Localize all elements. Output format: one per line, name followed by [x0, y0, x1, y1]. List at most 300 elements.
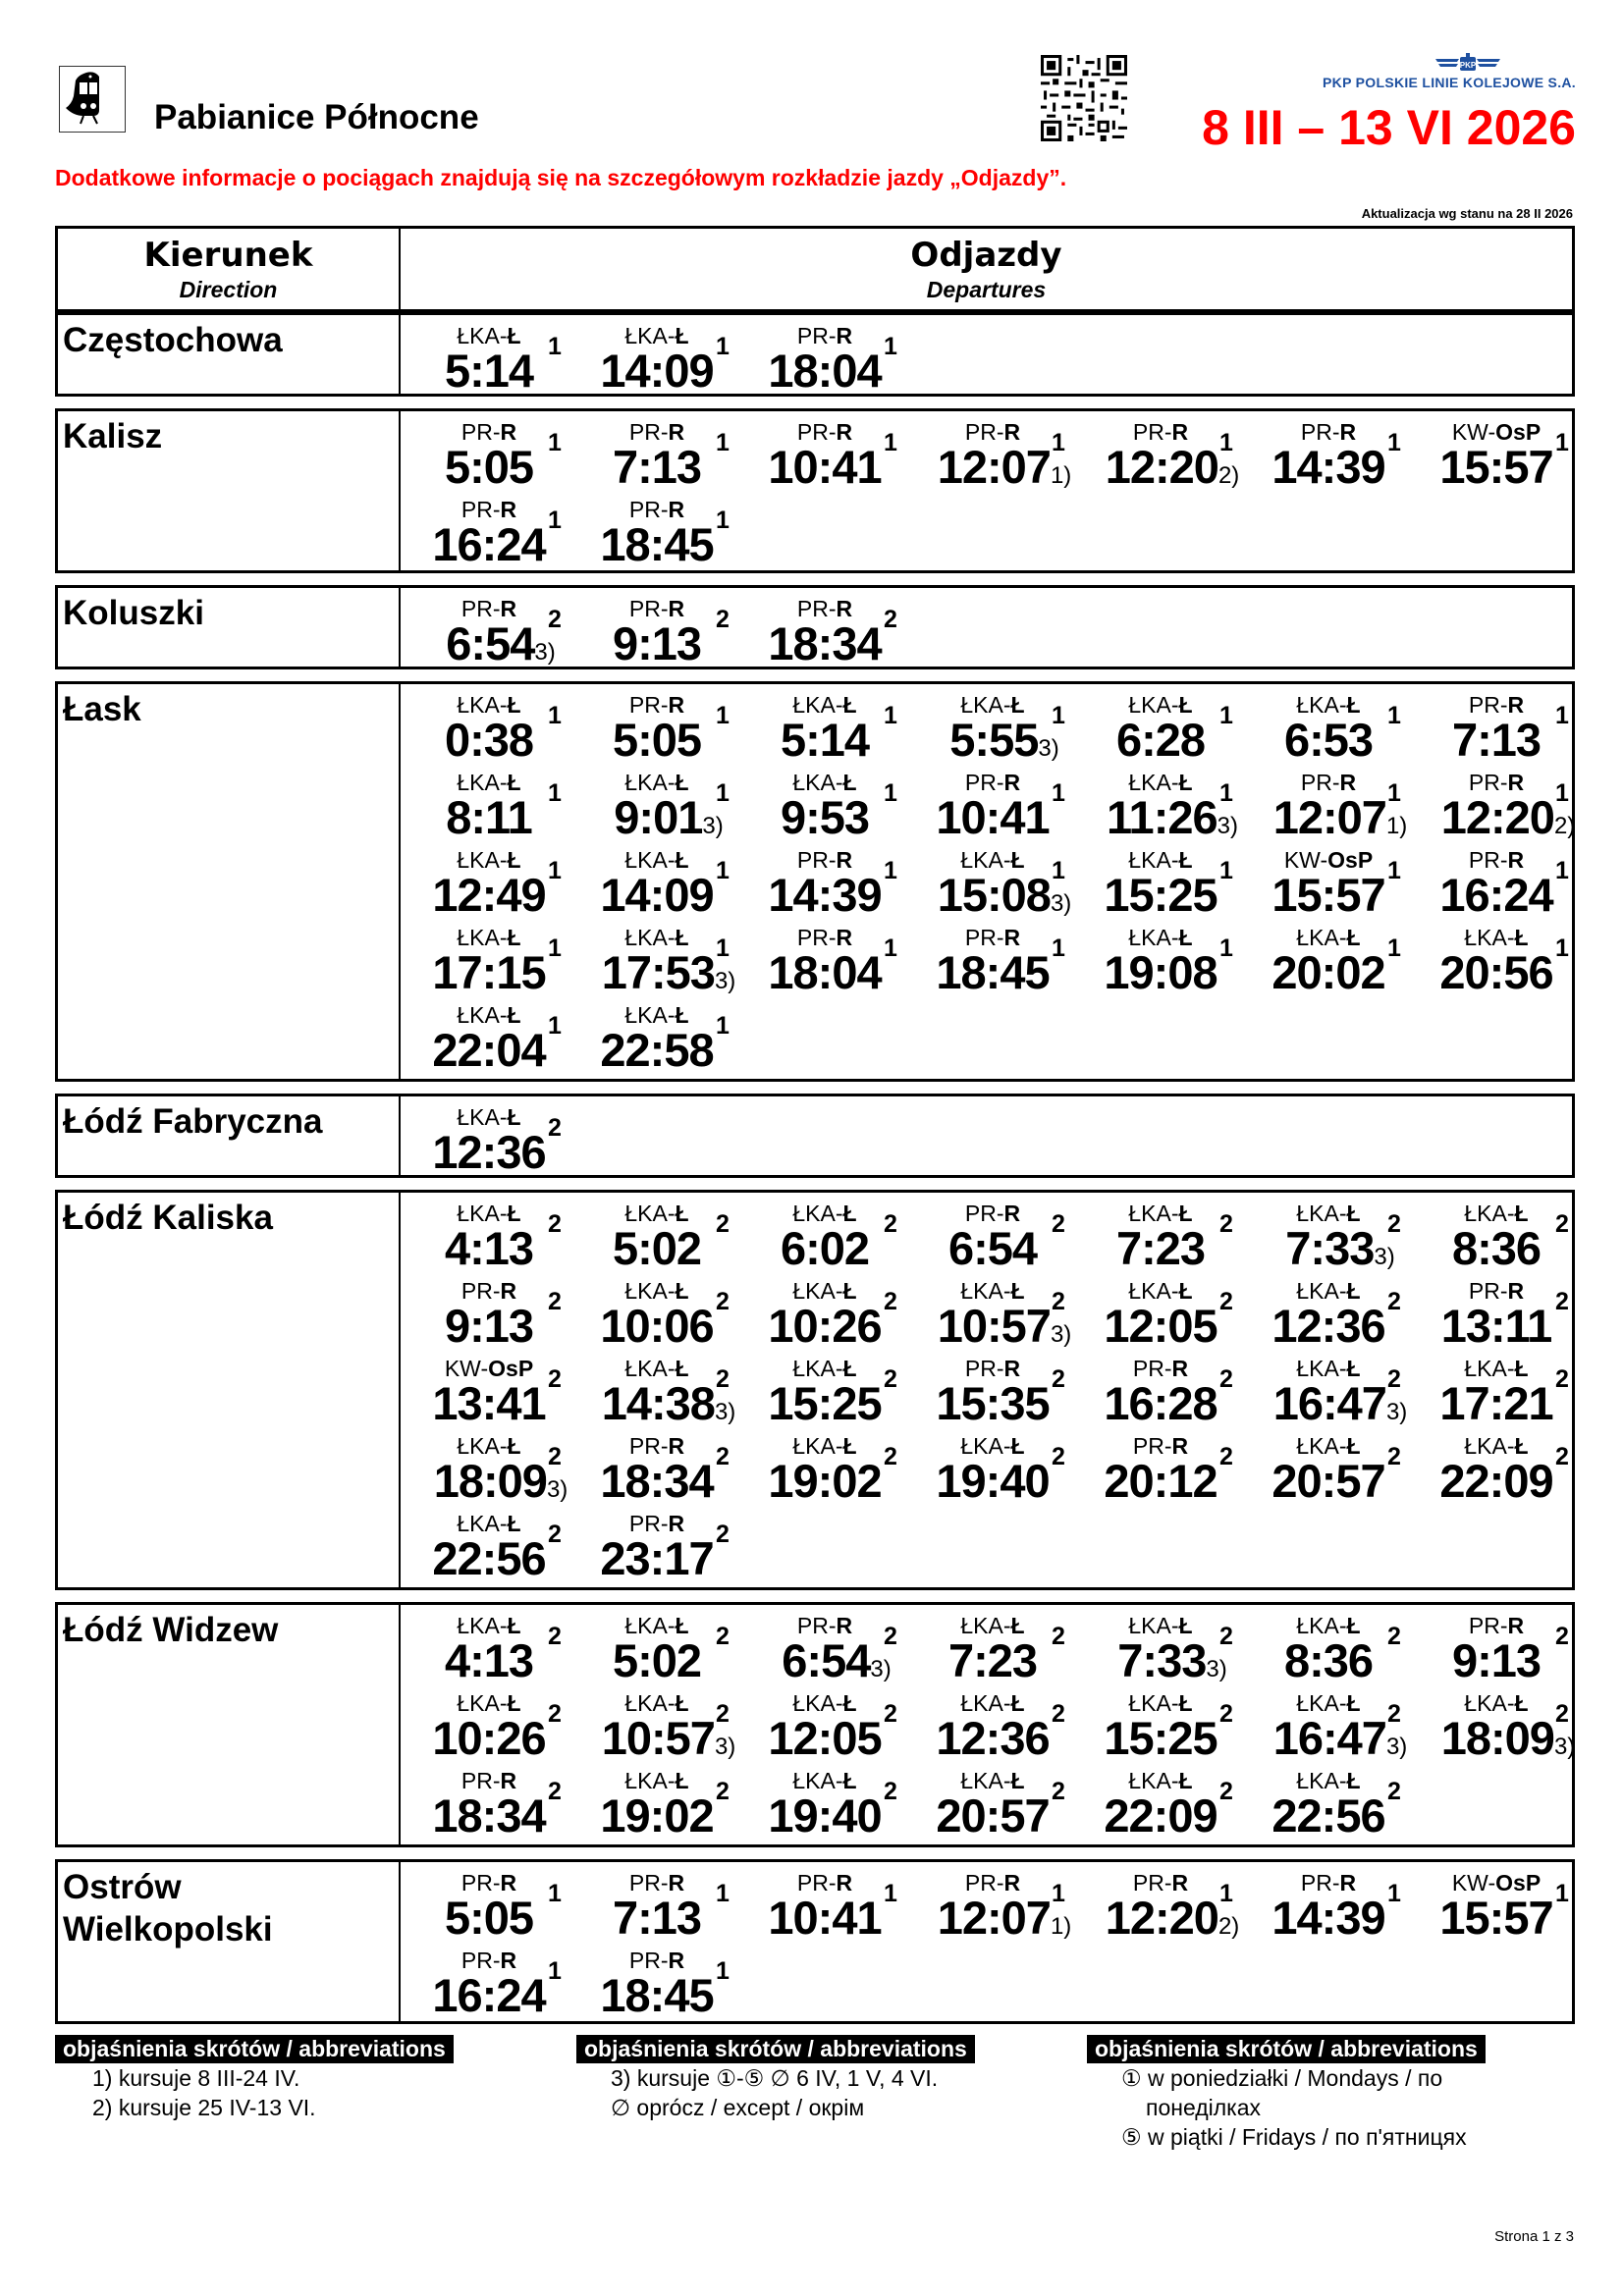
- departure-entry[interactable]: [750, 321, 918, 398]
- separator: -: [1163, 1433, 1172, 1459]
- departure-entry[interactable]: [750, 1199, 918, 1275]
- departure-entry[interactable]: [582, 1766, 750, 1842]
- platform-number: 1: [1387, 857, 1401, 884]
- departure-entry[interactable]: [750, 1868, 918, 1945]
- departure-entry[interactable]: [1254, 845, 1422, 922]
- departure-time: 18:34: [600, 1455, 714, 1507]
- departure-entry[interactable]: [918, 417, 1086, 494]
- legend-title: objaśnienia skrótów / abbreviations: [576, 2035, 975, 2063]
- footnote-mark: 1): [1050, 462, 1072, 489]
- departure-time: 16:24: [432, 1969, 546, 2021]
- separator: -: [828, 925, 837, 950]
- departure-entry[interactable]: [414, 1868, 582, 1945]
- departure-entry[interactable]: [1086, 1354, 1254, 1430]
- carrier-code: ŁKA: [1296, 692, 1339, 718]
- departures-subtitle: Departures: [926, 277, 1047, 302]
- legend-box-3: [1087, 2035, 1578, 2152]
- carrier-code: PR: [460, 596, 493, 621]
- departure-entry[interactable]: [414, 417, 582, 494]
- carrier-code: ŁKA: [624, 323, 668, 348]
- footnote-mark: 3): [1038, 735, 1059, 762]
- departure-entry[interactable]: [918, 1868, 1086, 1945]
- departure-entry[interactable]: [1254, 1199, 1422, 1275]
- departure-entry[interactable]: [1086, 845, 1254, 922]
- separator: -: [835, 692, 843, 718]
- service-type: R: [836, 323, 853, 348]
- departure-entry[interactable]: [1422, 1611, 1590, 1687]
- departure-entry[interactable]: [582, 1611, 750, 1687]
- footnote-mark: 3): [1553, 1734, 1576, 1760]
- departure-time: 7:23: [947, 1634, 1038, 1686]
- departure-entry[interactable]: [750, 768, 918, 844]
- platform-number: 1: [548, 333, 562, 360]
- platform-number: 1: [1052, 702, 1065, 729]
- separator: -: [499, 1002, 508, 1028]
- departure-entry[interactable]: [414, 690, 582, 767]
- departure-entry[interactable]: [414, 1688, 582, 1765]
- departure-entry[interactable]: [1086, 1868, 1254, 1945]
- departure-time: 17:53: [601, 946, 715, 998]
- separator: -: [1338, 1613, 1347, 1638]
- departure-entry[interactable]: [1422, 1354, 1590, 1430]
- departure-entry[interactable]: [750, 845, 918, 922]
- departure-entry[interactable]: [1254, 1868, 1422, 1945]
- service-type: R: [1171, 1870, 1189, 1896]
- departure-time: 7:13: [1451, 714, 1542, 766]
- departure-time: 12:36: [1271, 1300, 1385, 1352]
- departure-time: 19:02: [600, 1789, 714, 1842]
- service-type: Ł: [507, 323, 521, 348]
- departure-time: 12:05: [768, 1712, 882, 1764]
- departure-entry[interactable]: [750, 1688, 918, 1765]
- service-type: R: [1003, 1201, 1021, 1226]
- departure-entry[interactable]: [1254, 1611, 1422, 1687]
- direction-row: [55, 585, 1575, 669]
- departure-entry[interactable]: [918, 768, 1086, 844]
- departure-entry[interactable]: [1086, 1431, 1254, 1508]
- departure-entry[interactable]: [750, 417, 918, 494]
- departure-time: 12:07: [937, 441, 1051, 493]
- departure-entry[interactable]: [918, 1199, 1086, 1275]
- departure-time-wrap: [750, 793, 899, 842]
- departure-time: 14:39: [1271, 441, 1385, 493]
- platform-number: 2: [716, 606, 730, 633]
- departure-entry[interactable]: [582, 845, 750, 922]
- carrier-code: ŁKA: [624, 1278, 668, 1304]
- service-type: R: [668, 1948, 685, 1973]
- platform-number: 1: [1387, 702, 1401, 729]
- departure-entry[interactable]: [414, 845, 582, 922]
- platform-number: 1: [1052, 1880, 1065, 1907]
- platform-number: 2: [716, 1288, 730, 1315]
- separator: -: [835, 1690, 843, 1716]
- departure-time: 5:55: [949, 714, 1039, 766]
- platform-number: 1: [884, 333, 897, 360]
- departure-entry[interactable]: [414, 1199, 582, 1275]
- departure-time: 5:02: [612, 1222, 702, 1274]
- separator: -: [499, 847, 508, 873]
- service-type: OsP: [1327, 847, 1374, 873]
- departure-entry[interactable]: [918, 1688, 1086, 1765]
- service-type: Ł: [675, 323, 689, 348]
- departure-time-wrap: [1266, 1714, 1415, 1772]
- carrier-code: PR: [1300, 1870, 1332, 1896]
- service-type: R: [500, 1768, 517, 1793]
- departure-entry[interactable]: [582, 1000, 750, 1077]
- departure-entry[interactable]: [918, 845, 1086, 922]
- departure-entry[interactable]: [1422, 923, 1590, 999]
- departure-time: 16:47: [1272, 1377, 1386, 1429]
- footnote-mark: 3): [1050, 890, 1072, 917]
- departure-entry[interactable]: [1422, 1688, 1590, 1765]
- departure-time-wrap: [1434, 1714, 1583, 1772]
- departure-entry[interactable]: [750, 1766, 918, 1842]
- departure-time: 16:47: [1272, 1712, 1386, 1764]
- departure-time: 15:57: [1439, 441, 1553, 493]
- departure-time: 9:13: [612, 617, 702, 669]
- departure-time: 19:40: [936, 1455, 1050, 1507]
- platform-number: 1: [884, 857, 897, 884]
- departure-entry[interactable]: [414, 923, 582, 999]
- departure-time-wrap: [750, 619, 899, 668]
- departure-entry[interactable]: [918, 1354, 1086, 1430]
- departure-entry[interactable]: [1086, 690, 1254, 767]
- departure-entry[interactable]: [414, 768, 582, 844]
- departure-entry[interactable]: [918, 923, 1086, 999]
- departure-time-wrap: [414, 716, 564, 765]
- departure-entry[interactable]: [1254, 768, 1422, 844]
- departures-list: [401, 315, 1572, 397]
- departure-entry[interactable]: [414, 1946, 582, 2022]
- departure-time: 12:20: [1105, 441, 1218, 493]
- departure-time: 14:39: [768, 869, 882, 921]
- departure-entry[interactable]: [582, 768, 750, 844]
- carrier-code: ŁKA: [457, 1002, 500, 1028]
- departure-time-wrap: [414, 948, 564, 997]
- departure-time: 12:36: [936, 1712, 1050, 1764]
- departure-entry[interactable]: [414, 1509, 582, 1585]
- departure-entry[interactable]: [582, 594, 750, 670]
- carrier-code: ŁKA: [1296, 1278, 1339, 1304]
- platform-number: 2: [1219, 1778, 1233, 1805]
- departure-entry[interactable]: [582, 1354, 750, 1430]
- separator: -: [1170, 1768, 1179, 1793]
- departure-entry[interactable]: [1422, 1868, 1590, 1945]
- service-type: R: [1339, 419, 1357, 445]
- platform-number: 2: [884, 1623, 897, 1650]
- departure-time-wrap: [1254, 1302, 1403, 1351]
- separator: -: [1163, 1870, 1172, 1896]
- carrier-code: ŁKA: [792, 1690, 836, 1716]
- departure-time: 7:33: [1285, 1222, 1375, 1274]
- departure-entry[interactable]: [1254, 690, 1422, 767]
- departure-entry[interactable]: [582, 690, 750, 767]
- footnote-mark: 1): [1050, 1913, 1072, 1940]
- departure-time-wrap: [918, 1457, 1067, 1506]
- platform-number: 1: [1219, 779, 1233, 807]
- platform-number: 1: [548, 1012, 562, 1040]
- separator: -: [667, 770, 676, 795]
- platform-number: 1: [1219, 857, 1233, 884]
- departure-entry[interactable]: [750, 1354, 918, 1430]
- separator: -: [1002, 1768, 1011, 1793]
- departure-entry[interactable]: [414, 321, 582, 398]
- departure-time-wrap: [594, 793, 743, 851]
- departure-entry[interactable]: [1086, 768, 1254, 844]
- carrier-code: PR: [964, 925, 997, 950]
- departure-time-wrap: [582, 871, 731, 920]
- departure-time-wrap: [1098, 1636, 1247, 1694]
- train-icon: [59, 66, 126, 133]
- departure-entry[interactable]: [582, 1688, 750, 1765]
- departure-entry[interactable]: [582, 1199, 750, 1275]
- service-type: Ł: [842, 1356, 857, 1381]
- departure-time: 5:02: [612, 1634, 702, 1686]
- service-type: Ł: [1178, 692, 1193, 718]
- carrier-code: ŁKA: [624, 1002, 668, 1028]
- departure-time: 18:09: [1440, 1712, 1554, 1764]
- departure-entry[interactable]: [414, 1611, 582, 1687]
- carrier-code: PR: [1468, 847, 1500, 873]
- carrier-code: ŁKA: [624, 770, 668, 795]
- departure-entry[interactable]: [1422, 690, 1590, 767]
- departure-time-wrap: [414, 1714, 564, 1763]
- departure-entry[interactable]: [750, 1276, 918, 1353]
- platform-number: 2: [548, 1700, 562, 1728]
- service-type: R: [1339, 770, 1357, 795]
- direction-row: [55, 312, 1575, 397]
- separator: -: [1170, 1613, 1179, 1638]
- departure-time: 5:05: [612, 714, 702, 766]
- page-number: Strona 1 z 3: [1494, 2228, 1574, 2245]
- departure-entry[interactable]: [1254, 1354, 1422, 1430]
- direction-row: [55, 1190, 1575, 1590]
- departure-entry[interactable]: [918, 1276, 1086, 1353]
- departure-entry[interactable]: [1422, 1431, 1590, 1508]
- departure-entry[interactable]: [414, 1431, 582, 1508]
- platform-number: 1: [1555, 1880, 1569, 1907]
- footnote-mark: 3): [1374, 1244, 1395, 1270]
- service-type: R: [1003, 1356, 1021, 1381]
- departure-entry[interactable]: [1422, 1276, 1590, 1353]
- footnote-mark: 3): [870, 1656, 892, 1682]
- departure-entry[interactable]: [1254, 1276, 1422, 1353]
- departure-entry[interactable]: [1422, 1199, 1590, 1275]
- operator-name: PKP POLSKIE LINIE KOLEJOWE S.A.: [1323, 75, 1576, 90]
- departure-entry[interactable]: [414, 495, 582, 571]
- departure-time: 16:24: [1439, 869, 1553, 921]
- departure-entry[interactable]: [414, 594, 582, 670]
- departure-time-wrap: [1098, 443, 1247, 501]
- departure-time-wrap: [1266, 1379, 1415, 1437]
- departure-time-wrap: [414, 1636, 564, 1685]
- footnote-mark: 3): [714, 968, 736, 994]
- departure-entry[interactable]: [1086, 1611, 1254, 1687]
- separator: -: [492, 419, 501, 445]
- departure-entry[interactable]: [750, 923, 918, 999]
- service-type: R: [668, 692, 685, 718]
- platform-number: 2: [884, 1288, 897, 1315]
- departure-entry[interactable]: [750, 594, 918, 670]
- departure-time: 12:20: [1440, 791, 1554, 843]
- departure-entry[interactable]: [918, 1611, 1086, 1687]
- departure-entry[interactable]: [1422, 845, 1590, 922]
- platform-number: 1: [1219, 429, 1233, 456]
- carrier-code: PR: [964, 419, 997, 445]
- departure-entry[interactable]: [918, 1766, 1086, 1842]
- departure-time-wrap: [414, 1224, 564, 1273]
- departure-time: 5:14: [780, 714, 870, 766]
- footnote-mark: 2): [1217, 462, 1240, 489]
- departure-time: 6:54: [782, 1634, 871, 1686]
- separator: -: [835, 1768, 843, 1793]
- carrier-code: ŁKA: [792, 692, 836, 718]
- departure-time-wrap: [918, 1714, 1067, 1763]
- separator: -: [996, 925, 1004, 950]
- platform-number: 1: [884, 779, 897, 807]
- service-type: Ł: [1346, 692, 1361, 718]
- departure-time: 17:15: [432, 946, 546, 998]
- departure-time-wrap: [918, 1636, 1067, 1685]
- service-type: Ł: [675, 1356, 689, 1381]
- departure-time-wrap: [594, 948, 743, 1006]
- departure-entry[interactable]: [1254, 1688, 1422, 1765]
- service-type: R: [668, 1870, 685, 1896]
- departures-header: [401, 229, 1572, 309]
- departure-entry[interactable]: [582, 1276, 750, 1353]
- service-type: Ł: [675, 1201, 689, 1226]
- departure-entry[interactable]: [582, 923, 750, 999]
- departure-entry[interactable]: [582, 495, 750, 571]
- platform-number: 2: [1555, 1288, 1569, 1315]
- carrier-code: PR: [1300, 419, 1332, 445]
- departure-time: 20:57: [1271, 1455, 1385, 1507]
- legend-title: objaśnienia skrótów / abbreviations: [55, 2035, 454, 2063]
- separator: -: [996, 1356, 1004, 1381]
- departure-time: 15:35: [936, 1377, 1050, 1429]
- departure-time-wrap: [750, 716, 899, 765]
- station-title: Pabianice Północne: [154, 98, 479, 136]
- separator: -: [1170, 1278, 1179, 1304]
- carrier-code: PR: [1468, 692, 1500, 718]
- carrier-code: PR: [460, 419, 493, 445]
- departure-time: 18:45: [600, 518, 714, 570]
- direction-name: Ostrów Wielkopolski: [58, 1862, 401, 2021]
- platform-number: 1: [1052, 934, 1065, 962]
- separator: -: [996, 1870, 1004, 1896]
- service-type: Ł: [675, 770, 689, 795]
- platform-number: 1: [884, 1880, 897, 1907]
- carrier-code: PR: [460, 1870, 493, 1896]
- departure-entry[interactable]: [414, 1102, 582, 1179]
- departure-time-wrap: [750, 1379, 899, 1428]
- separator: -: [1488, 1870, 1496, 1896]
- departure-entry[interactable]: [582, 1868, 750, 1945]
- departure-entry[interactable]: [1086, 1766, 1254, 1842]
- departure-time: 22:56: [1271, 1789, 1385, 1842]
- departure-entry[interactable]: [1086, 417, 1254, 494]
- carrier-code: ŁKA: [457, 925, 500, 950]
- qr-code-icon[interactable]: [1041, 55, 1127, 141]
- departure-time: 13:41: [432, 1377, 546, 1429]
- departure-entry[interactable]: [414, 1000, 582, 1077]
- service-type: Ł: [842, 1278, 857, 1304]
- platform-number: 1: [1219, 1880, 1233, 1907]
- platform-number: 1: [884, 702, 897, 729]
- departure-entry[interactable]: [414, 1354, 582, 1430]
- service-type: Ł: [1514, 1690, 1529, 1716]
- departure-entry[interactable]: [414, 1766, 582, 1842]
- departure-time-wrap: [1254, 1636, 1403, 1685]
- departure-time: 14:38: [601, 1377, 715, 1429]
- departure-entry[interactable]: [1254, 1766, 1422, 1842]
- platform-number: 2: [1052, 1778, 1065, 1805]
- footnote-mark: 3): [1206, 1656, 1227, 1682]
- departure-time: 5:05: [444, 1892, 534, 1944]
- departure-entry[interactable]: [582, 1431, 750, 1508]
- service-type: Ł: [1346, 925, 1361, 950]
- footnote-mark: 3): [1217, 813, 1238, 839]
- departure-entry[interactable]: [582, 1509, 750, 1585]
- departure-entry[interactable]: [1254, 923, 1422, 999]
- separator: -: [667, 1356, 676, 1381]
- departure-entry[interactable]: [1086, 923, 1254, 999]
- carrier-code: ŁKA: [1128, 1201, 1171, 1226]
- departure-entry[interactable]: [1086, 1688, 1254, 1765]
- departure-entry[interactable]: [582, 321, 750, 398]
- carrier-code: ŁKA: [457, 692, 500, 718]
- departure-entry[interactable]: [918, 690, 1086, 767]
- service-type: R: [836, 1613, 853, 1638]
- departure-time-wrap: [1422, 1636, 1571, 1685]
- departure-entry[interactable]: [1254, 1431, 1422, 1508]
- departure-entry[interactable]: [414, 1276, 582, 1353]
- direction-name: Koluszki: [58, 588, 401, 667]
- carrier-code: ŁKA: [624, 925, 668, 950]
- separator: -: [1170, 1690, 1179, 1716]
- departure-entry[interactable]: [1254, 417, 1422, 494]
- departure-entry[interactable]: [1086, 1276, 1254, 1353]
- platform-number: 2: [548, 1210, 562, 1238]
- departure-entry[interactable]: [750, 690, 918, 767]
- platform-number: 2: [1555, 1365, 1569, 1393]
- separator: -: [1163, 419, 1172, 445]
- platform-number: 2: [884, 1210, 897, 1238]
- departure-entry[interactable]: [1422, 768, 1590, 844]
- separator: -: [499, 692, 508, 718]
- departure-time-wrap: [414, 1302, 564, 1351]
- departure-entry[interactable]: [582, 417, 750, 494]
- departure-entry[interactable]: [750, 1611, 918, 1687]
- departure-entry[interactable]: [582, 1946, 750, 2022]
- departure-time: 11:26: [1107, 791, 1217, 843]
- carrier-code: ŁKA: [1296, 1690, 1339, 1716]
- separator: -: [667, 1690, 676, 1716]
- departure-time-wrap: [414, 1026, 564, 1075]
- departure-entry[interactable]: [1086, 1199, 1254, 1275]
- departure-entry[interactable]: [750, 1431, 918, 1508]
- platform-number: 2: [1555, 1700, 1569, 1728]
- separator: -: [480, 1356, 489, 1381]
- service-type: Ł: [842, 1690, 857, 1716]
- platform-number: 2: [1387, 1443, 1401, 1470]
- separator: -: [1170, 770, 1179, 795]
- departure-time: 15:57: [1439, 1892, 1553, 1944]
- departure-entry[interactable]: [1422, 417, 1590, 494]
- legend-line: 2) kursuje 25 IV-13 VI.: [92, 2095, 316, 2120]
- separator: -: [660, 419, 669, 445]
- departure-entry[interactable]: [918, 1431, 1086, 1508]
